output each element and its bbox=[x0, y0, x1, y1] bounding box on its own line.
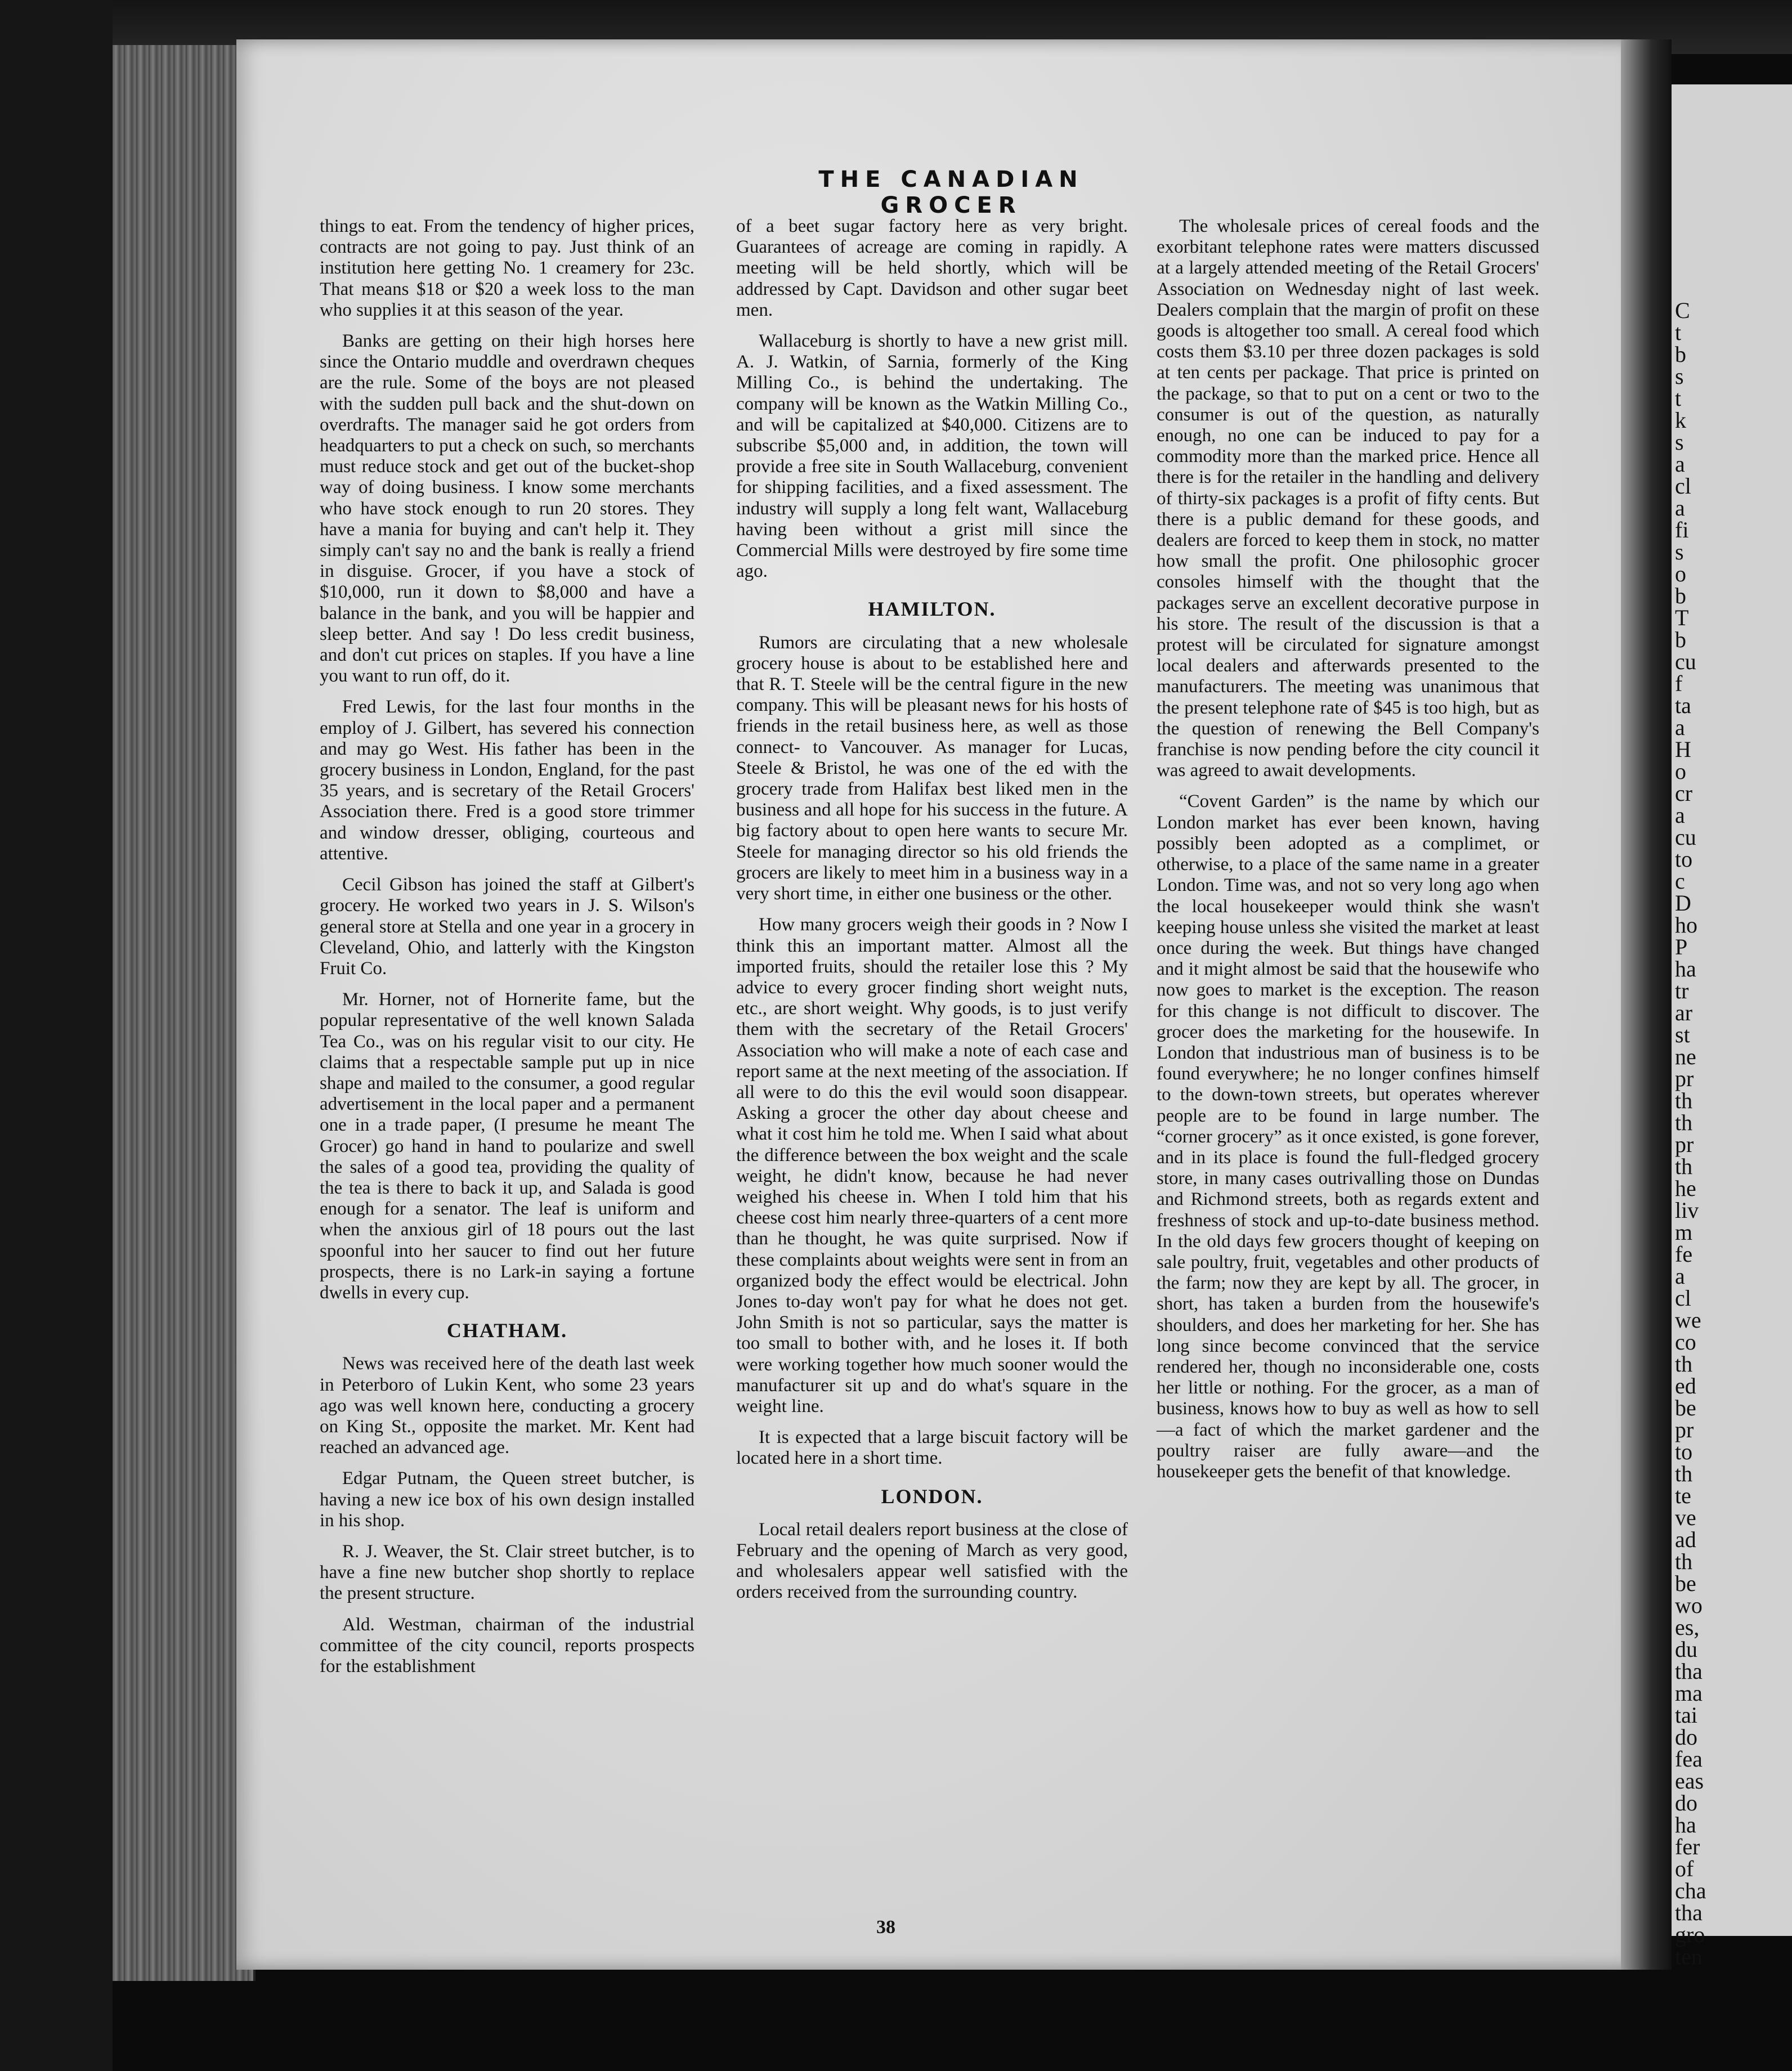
adjacent-page-fragment: P bbox=[1675, 934, 1688, 960]
adjacent-page-fragment: ma bbox=[1675, 1680, 1703, 1706]
paragraph: Banks are getting on their high horses here since the Ontario muddle and overdrawn cheques are the rule. Some of the boys are not pleased with the sudden pull back and the shut-down on overdrafts. The manager said he got orders from headquarters to put a check on such, so merchants must reduce stock and get out of the bucket-shop way of doing business. I know some merchants who have stock enough to run 20 stores. They have a mania for buying and can't help it. They simply can't say no and the bank is really a friend in disguise. Grocer, if you have a stock of $10,000, run it down to $8,000 and have a balance in the bank, and you will be happier and sleep better. And say ! Do less credit business, and don't cut prices on staples. If you have a line you want to run off, do it. bbox=[320, 331, 695, 687]
adjacent-page-fragment: pr bbox=[1675, 1417, 1694, 1442]
adjacent-page-fragment: of bbox=[1675, 1856, 1694, 1881]
section-heading-hamilton: HAMILTON. bbox=[868, 598, 996, 621]
adjacent-page-fragment: tha bbox=[1675, 1658, 1703, 1684]
adjacent-page-fragment: b bbox=[1675, 627, 1686, 652]
book-gutter bbox=[1621, 39, 1672, 1970]
adjacent-page-fragment: b bbox=[1675, 583, 1686, 608]
paragraph: of a beet sugar factory here as very bright. Guarantees of acreage are coming in rapidly. A meeting will be held shortly, which will be addressed by Capt. Davidson and other sugar beet men. bbox=[736, 216, 1128, 320]
adjacent-page-fragment: tha bbox=[1675, 1900, 1703, 1925]
adjacent-page-fragment: te bbox=[1675, 1483, 1691, 1508]
adjacent-page-fragment: ho bbox=[1675, 912, 1697, 938]
adjacent-page-fragment: do bbox=[1675, 1790, 1697, 1816]
adjacent-page-fragment: gro bbox=[1675, 1922, 1705, 1947]
adjacent-page-fragment: C bbox=[1675, 298, 1690, 323]
adjacent-page-fragment: o bbox=[1675, 561, 1686, 586]
adjacent-page-fragment: th bbox=[1675, 1154, 1693, 1179]
adjacent-page-fragment: k bbox=[1675, 407, 1686, 433]
column-2 bbox=[736, 216, 1128, 1613]
adjacent-page-fragment: ha bbox=[1675, 956, 1696, 981]
adjacent-page-fragment: pr bbox=[1675, 1132, 1694, 1157]
adjacent-page-fragment: D bbox=[1675, 890, 1691, 916]
adjacent-page-fragment: fer bbox=[1675, 1834, 1700, 1859]
adjacent-page-fragment: to bbox=[1675, 846, 1693, 872]
adjacent-page-fragment: a bbox=[1675, 715, 1685, 740]
paragraph: It is expected that a large biscuit factory will be located here in a short time. bbox=[736, 1427, 1128, 1469]
adjacent-page-fragment: cha bbox=[1675, 1878, 1706, 1903]
paragraph: Cecil Gibson has joined the staff at Gilbert's grocery. He worked two years in J. S. Wilson's general store at Stella and one year in a grocery in Cleveland, Ohio, and latterly with the Kingston Fruit Co. bbox=[320, 875, 695, 979]
adjacent-page-fragment: b bbox=[1675, 342, 1686, 367]
adjacent-page-fragment: s bbox=[1675, 539, 1684, 564]
adjacent-page-fragment: th bbox=[1675, 1088, 1693, 1113]
adjacent-page-fragment: cl bbox=[1675, 473, 1691, 499]
adjacent-page-fragment: s bbox=[1675, 429, 1684, 455]
paragraph: things to eat. From the tendency of higher prices, contracts are not going to pay. Just think of an institution here getting No. 1 creamery for 23c. That means $18 or $20 a week loss to the man who supplies it at this season of the year. bbox=[320, 216, 695, 320]
adjacent-page-fragment: he bbox=[1675, 1176, 1696, 1201]
adjacent-page-fragment: st bbox=[1675, 1022, 1690, 1047]
column-3 bbox=[1157, 216, 1539, 1492]
adjacent-page-fragment: s bbox=[1675, 364, 1684, 389]
adjacent-page-fragment: t bbox=[1675, 385, 1682, 411]
paragraph: Mr. Horner, not of Hornerite fame, but the popular representative of the well known Salada Tea Co., was on his regular visit to our city. He claims that a respectable sample put up in nice shape and mailed to the consumer, a good regular advertisement in the local paper and a permanent one in a trade paper, (I presume he meant The Grocer) go hand in hand to poularize and swell the sales of a good tea, providing the quality of the tea is there to back it up, and Salada is good enough for a senator. The leaf is uniform and when the anxious girl of 18 pours out the last spoonful into her saucer to find out her future prospects, there is no Lark-in saying a fortune dwells in every cup. bbox=[320, 989, 695, 1303]
section-heading-chatham: CHATHAM. bbox=[446, 1319, 568, 1342]
adjacent-page-fragment: to bbox=[1675, 1439, 1693, 1464]
paragraph: How many grocers weigh their goods in ? Now I think this an important matter. Almost all the imported fruits, should the retailer lose this ? My advice to every grocer finding short weight nuts, etc., are short weight. Why goods, is to just verify them with the secretary of the Retail Grocers' Association who will make a note of each case and report same at the next meeting of the association. If all were to do this the evil would soon disappear. Asking a grocer the other day about cheese and what it cost him he told me. When I said what about the difference between the box weight and the scale weight, he didn't know, because he had never weighed his cheese in. When I told him that his cheese cost him nearly three-quarters of a cent more than he thought, he was quite surprised. Now if these complaints about weights were sent in from an organized body the effect would be electrical. John Jones to-day won't pay for what he does not get. John Smith is not so particular, says the matter is too small to bother with, and he loses it. If both were working together how much sooner would the manufacturer sit up and do what's square in the weight line. bbox=[736, 915, 1128, 1416]
adjacent-page-fragment: cl bbox=[1675, 1285, 1691, 1311]
adjacent-page-fragment: pr bbox=[1675, 1066, 1694, 1091]
section-heading-london: LONDON. bbox=[881, 1485, 983, 1508]
adjacent-page-fragment: th bbox=[1675, 1351, 1693, 1377]
adjacent-page-fragment: cu bbox=[1675, 649, 1696, 674]
paragraph: Fred Lewis, for the last four months in the employ of J. Gilbert, has severed his connection and may go West. His father has been in the grocery business in London, England, for the past 35 years, and is secretary of the Retail Grocers' Association there. Fred is a good store trimmer and window dresser, obliging, courteous and attentive. bbox=[320, 697, 695, 864]
adjacent-page-fragment: H bbox=[1675, 737, 1691, 762]
adjacent-page-fragment: T bbox=[1675, 605, 1689, 630]
adjacent-page-fragment: th bbox=[1675, 1549, 1693, 1574]
paragraph: Local retail dealers report business at the close of February and the opening of March as very good, and wholesalers appear well satisfied with the orders received from the surrounding country. bbox=[736, 1519, 1128, 1603]
adjacent-page-fragment: ar bbox=[1675, 1000, 1693, 1025]
adjacent-page-fragment: liv bbox=[1675, 1198, 1699, 1223]
adjacent-page-fragment: wo bbox=[1675, 1593, 1703, 1618]
book-page-edges bbox=[113, 45, 256, 1981]
adjacent-page-fragment: ta bbox=[1675, 693, 1691, 718]
page-number: 38 bbox=[876, 1917, 895, 1938]
adjacent-page-fragment: c bbox=[1675, 868, 1685, 894]
adjacent-page-fragment: a bbox=[1675, 451, 1685, 477]
paragraph: Edgar Putnam, the Queen street butcher, is having a new ice box of his own design installed in his shop. bbox=[320, 1468, 695, 1531]
adjacent-page-fragment: a bbox=[1675, 1263, 1685, 1289]
adjacent-page-fragment: co bbox=[1675, 1329, 1696, 1355]
adjacent-page-fragment: tai bbox=[1675, 1702, 1697, 1728]
adjacent-page-fragment: do bbox=[1675, 1724, 1697, 1750]
adjacent-page-fragment: fi bbox=[1675, 517, 1689, 543]
adjacent-page-fragment: fe bbox=[1675, 1241, 1693, 1267]
adjacent-page-fragment: be bbox=[1675, 1395, 1696, 1420]
adjacent-page-fragment: ed bbox=[1675, 1373, 1696, 1398]
adjacent-page-fragment: we bbox=[1675, 1307, 1701, 1333]
running-head: THE CANADIAN GROCER bbox=[818, 167, 1084, 218]
column-1 bbox=[320, 216, 695, 1687]
scan-background-left bbox=[0, 0, 113, 2071]
paragraph: The wholesale prices of cereal foods and the exorbitant telephone rates were matters discussed at a largely attended meeting of the Retail Grocers' Association on Wednesday night of last week. Dealers complain that the margin of profit on these goods is altogether too small. A cereal food which costs them $3.10 per three dozen packages is sold at ten cents per package. That price is printed on the package, so that to put on a cent or two to the consumer is out of the question, as naturally enough, no one can be induced to pay for a commodity more than the marked price. Hence all there is for the retailer in the handling and delivery of thirty-six packages is a profit of fifty cents. But there is a public demand for these goods, and dealers are forced to keep them in stock, no matter how small the profit. One philosophic grocer consoles himself with the thought that the packages serve an excellent decorative purpose in his store. The result of the discussion is that a protest will be circulated for signature amongst local dealers and afterwards presented to the manufacturers. The meeting was unanimous that the present telephone rate of $45 is too high, but as the question of renewing the Bell Company's franchise is now pending before the city council it was agreed to await developments. bbox=[1157, 216, 1539, 781]
adjacent-page-fragment: du bbox=[1675, 1637, 1697, 1662]
adjacent-page-fragment: be bbox=[1675, 1571, 1696, 1596]
adjacent-page-fragment: ten bbox=[1675, 1944, 1703, 1969]
adjacent-page-fragment: o bbox=[1675, 759, 1686, 784]
adjacent-page-fragment: ad bbox=[1675, 1527, 1696, 1552]
adjacent-page-fragment: th bbox=[1675, 1461, 1693, 1486]
paragraph: Ald. Westman, chairman of the industrial committee of the city council, reports prospects for the establishment bbox=[320, 1614, 695, 1676]
adjacent-page-strip bbox=[1672, 84, 1792, 1969]
adjacent-page-fragment: tr bbox=[1675, 978, 1689, 1003]
adjacent-page-fragment: es, bbox=[1675, 1615, 1700, 1640]
adjacent-page-fragment: a bbox=[1675, 495, 1685, 521]
adjacent-page-fragment: a bbox=[1675, 803, 1685, 828]
adjacent-page-fragment: f bbox=[1675, 671, 1683, 696]
adjacent-page-fragment: cu bbox=[1675, 824, 1696, 850]
paragraph: Wallaceburg is shortly to have a new grist mill. A. J. Watkin, of Sarnia, formerly of the King Milling Co., is behind the undertaking. The company will be known as the Watkin Milling Co., and will be capitalized at $40,000. Citizens are to subscribe $5,000 and, in addition, the town will provide a free site in South Wallaceburg, convenient for shipping facilities, and a fixed assessment. The industry will supply a long felt want, Wallaceburg having been without a grist mill since the Commercial Mills were destroyed by fire some time ago. bbox=[736, 331, 1128, 582]
paragraph: “Covent Garden” is the name by which our London market has ever been known, having possibly been adopted as a complimet, or otherwise, to a place of the same name in a greater London. Time was, and not so very long ago when the local housekeeper would think she wasn't keeping house unless she visited the market at least once during the week. But things have changed and it might almost be said that the housewife who now goes to market is the exception. The reason for this change is not difficult to discover. The grocer does the marketing for the housewife. In London that industrious man of business is to be found everywhere; he no longer confines himself to the down-town streets, but operates wherever people are to be found in large number. The “corner grocery” as it once existed, is gone forever, and in its place is found the full-fledged grocery store, in many cases outrivalling those on Dundas and Richmond streets, both as regards extent and freshness of stock and up-to-date business method. In the old days few grocers thought of keeping on sale poultry, fruit, vegetables and other products of the farm; now they are kept by all. The grocer, in short, has taken a burden from the housewife's shoulders, and does her marketing for her. She has long since become convinced that the service rendered her, though no inconsiderable one, costs her little or nothing. For the grocer, as a man of business, knows how to buy as well as how to sell—a fact of which the market gardener and the poultry raiser are fully aware—and the housekeeper gets the benefit of that knowledge. bbox=[1157, 791, 1539, 1482]
adjacent-page-fragment: ha bbox=[1675, 1812, 1696, 1837]
adjacent-page-fragment: eas bbox=[1675, 1768, 1704, 1794]
adjacent-page-fragment: ne bbox=[1675, 1044, 1696, 1069]
adjacent-page-fragment: cr bbox=[1675, 781, 1693, 806]
adjacent-page-fragment: th bbox=[1675, 1110, 1693, 1135]
adjacent-page-fragment: m bbox=[1675, 1220, 1693, 1245]
adjacent-page-fragment: ve bbox=[1675, 1505, 1696, 1530]
paragraph: Rumors are circulating that a new wholesale grocery house is about to be established here and that R. T. Steele will be the central figure in the new company. This will be pleasant news for his hosts of friends in the retail business here, as well as those connect- to Vancouver. As manager for Lucas, Steele & Bristol, he was one of the ed with the grocery trade from Halifax best liked men in the business and all hope for his success in the future. A big factory about to open here wants to secure Mr. Steele for managing director so his old friends the grocers are likely to meet him in a business way in a very short time, in either one business or the other. bbox=[736, 632, 1128, 904]
paragraph: R. J. Weaver, the St. Clair street butcher, is to have a fine new butcher shop shortly to replace the present structure. bbox=[320, 1541, 695, 1604]
adjacent-page-fragment: t bbox=[1675, 320, 1682, 345]
adjacent-page-fragment: fea bbox=[1675, 1746, 1703, 1772]
paragraph: News was received here of the death last week in Peterboro of Lukin Kent, who some 23 years ago was well known here, conducting a grocery on King St., opposite the market. Mr. Kent had reached an advanced age. bbox=[320, 1353, 695, 1458]
